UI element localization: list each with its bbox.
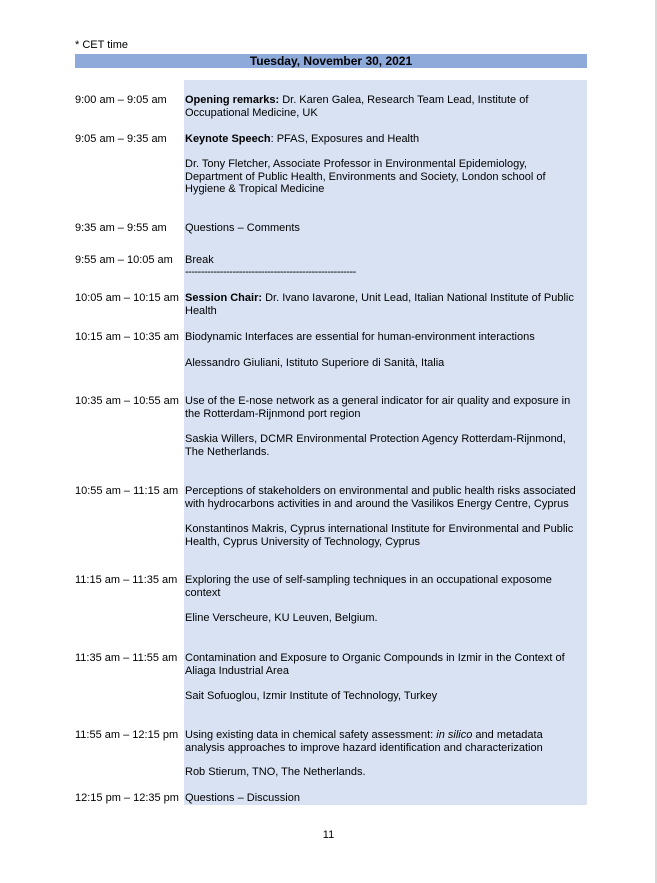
talk-title: Biodynamic Interfaces are essential for human-environment interactions xyxy=(185,331,535,343)
agenda-item xyxy=(185,94,585,119)
break-divider: ------------------------------------------------------ xyxy=(185,266,356,278)
time-slot: 12:15 pm – 12:35 pm xyxy=(75,792,179,804)
talk-title-italic: in silico xyxy=(436,729,473,741)
time-slot: 11:55 am – 12:15 pm xyxy=(75,729,179,741)
speaker-affiliation: Rob Stierum, TNO, The Netherlands. xyxy=(185,766,366,778)
speaker-affiliation: Dr. Tony Fletcher, Associate Professor in Environmental Epidemiology, Department of Public Health, Environments and Society, London school of Hygiene & Tropical Medicine xyxy=(185,158,546,195)
page-number: 11 xyxy=(322,829,335,841)
date-header: Tuesday, November 30, 2021 xyxy=(75,54,587,68)
talk-title-part: Using existing data in chemical safety assessment: xyxy=(185,729,437,741)
time-slot: 11:15 am – 11:35 am xyxy=(75,574,178,586)
agenda-item: Break xyxy=(185,254,214,266)
agenda-item: Questions – Comments xyxy=(185,222,300,234)
speaker-affiliation: Sait Sofuoglou, Izmir Institute of Technology, Turkey xyxy=(185,690,438,702)
talk-title: Use of the E-nose network as a general indicator for air quality and exposure in the Rotterdam-Rijnmond port region xyxy=(185,395,571,420)
item-text: : PFAS, Exposures and Health xyxy=(270,133,420,145)
item-text: Dr. Ivano Iavarone, Unit Lead, Italian National Institute of Public Health xyxy=(185,292,574,317)
time-slot: 10:55 am – 11:15 am xyxy=(75,485,179,497)
time-slot: 9:00 am – 9:05 am xyxy=(75,94,167,106)
speaker-affiliation: Alessandro Giuliani, Istituto Superiore di Sanità, Italia xyxy=(185,357,445,369)
item-text: Dr. Karen Galea, Research Team Lead, Institute of Occupational Medicine, UK xyxy=(185,94,529,119)
speaker-affiliation: Konstantinos Makris, Cyprus international Institute for Environmental and Public Health, Cyprus University of Technology, Cyprus xyxy=(185,523,574,548)
time-slot: 10:05 am – 10:15 am xyxy=(75,292,179,304)
talk-title: Exploring the use of self-sampling techniques in an occupational exposome context xyxy=(185,574,552,599)
time-slot: 9:35 am – 9:55 am xyxy=(75,222,167,234)
time-slot: 10:35 am – 10:55 am xyxy=(75,395,179,407)
time-zone-note: * CET time xyxy=(75,39,128,51)
item-label: Keynote Speech xyxy=(185,133,271,145)
speaker-affiliation: Eline Verscheure, KU Leuven, Belgium. xyxy=(185,612,378,624)
speaker-affiliation: Saskia Willers, DCMR Environmental Protection Agency Rotterdam-Rijnmond, The Netherlands. xyxy=(185,433,566,458)
talk-title: Perceptions of stakeholders on environmental and public health risks associated with hydrocarbons activities in and around the Vasilikos Energy Centre, Cyprus xyxy=(185,485,576,510)
agenda-item xyxy=(185,292,585,317)
talk-title-part: and metadata analysis approaches to improve hazard identification and characterization xyxy=(185,729,543,754)
agenda-item xyxy=(185,133,585,146)
talk-title xyxy=(185,729,585,754)
item-label: Session Chair: xyxy=(185,292,263,304)
time-slot: 11:35 am – 11:55 am xyxy=(75,652,178,664)
time-slot: 10:15 am – 10:35 am xyxy=(75,331,179,343)
time-slot: 9:55 am – 10:05 am xyxy=(75,254,173,266)
item-label: Opening remarks: xyxy=(185,94,280,106)
agenda-item: Questions – Discussion xyxy=(185,792,300,804)
talk-title: Contamination and Exposure to Organic Compounds in Izmir in the Context of Aliaga Industrial Area xyxy=(185,652,565,677)
time-slot: 9:05 am – 9:35 am xyxy=(75,133,167,145)
